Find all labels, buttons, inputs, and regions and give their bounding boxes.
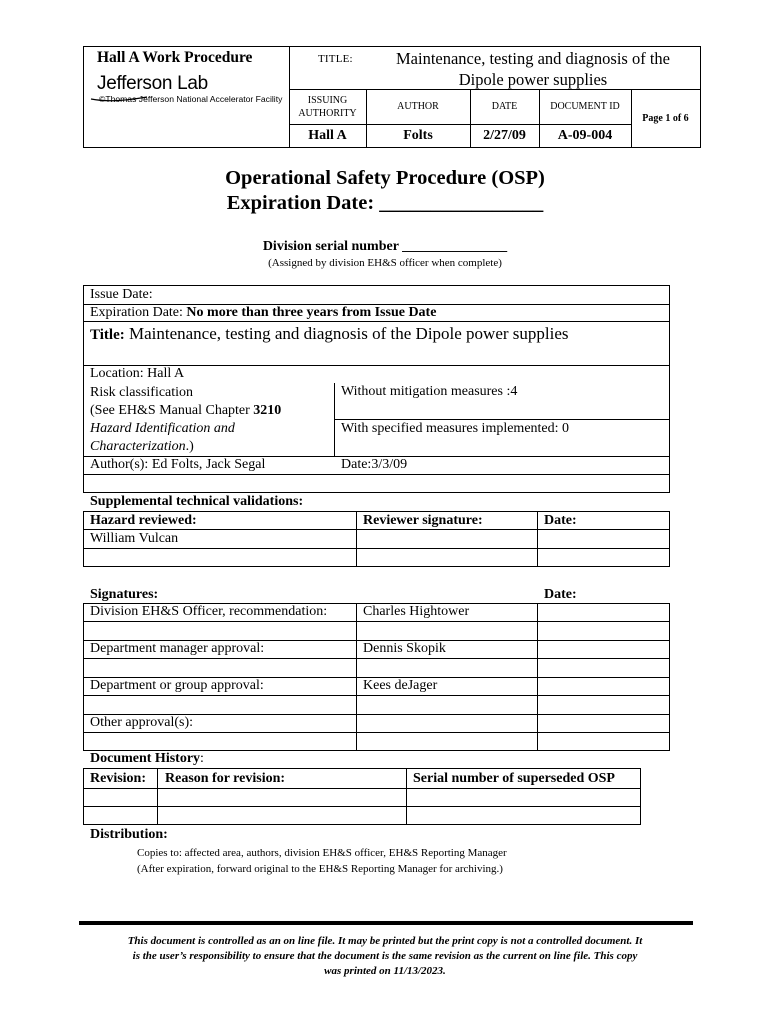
document-title: Maintenance, testing and diagnosis of the Dipole power supplies (395, 49, 670, 89)
signatures-heading: Signatures: (90, 587, 159, 602)
validations-heading: Supplemental technical validations: (90, 494, 304, 509)
signature-row-label: Division EH&S Officer, recommendation: (90, 604, 328, 619)
col-document-id: DOCUMENT ID (550, 101, 620, 112)
date-value: 2/27/09 (483, 128, 526, 143)
issue-date-label: Issue Date: (90, 287, 153, 302)
col-author: AUTHOR (397, 101, 439, 112)
expiration-date-row: Expiration Date: No more than three years from Issue Date (90, 305, 437, 320)
with-measures: With specified measures implemented: 0 (341, 421, 570, 436)
col-issuing-authority: ISSUING AUTHORITY (298, 95, 357, 119)
location: Location: Hall A (90, 366, 185, 381)
page-info: Page 1 of 6 (642, 113, 689, 124)
signature-row-label: Department or group approval: (90, 678, 264, 693)
table-row: William Vulcan (90, 531, 179, 546)
col-revision: Revision: (90, 771, 146, 786)
procedure-label: Hall A Work Procedure (97, 49, 253, 66)
col-reason: Reason for revision: (165, 771, 286, 786)
signature-row-label: Other approval(s): (90, 715, 194, 730)
footer-notice: This document is controlled as an on line file. It may be printed but the print copy is not a controlled document. It is the user’s responsibility to ensure that the document is the same revision as the current on line file. This copy was printed on 11/13/2023. (127, 935, 643, 977)
signature-row-name: Charles Hightower (363, 604, 470, 619)
issuing-value: Hall A (308, 128, 347, 143)
serial-note: (Assigned by division EH&S officer when complete) (268, 257, 502, 269)
division-serial-number: Division serial number _______________ (262, 239, 508, 254)
info-date: Date:3/3/09 (341, 457, 408, 472)
signature-row-label: Department manager approval: (90, 641, 265, 656)
distribution-heading: Distribution: (90, 827, 168, 842)
col-hazard-reviewed: Hazard reviewed: (90, 513, 197, 528)
footer-divider (79, 921, 693, 925)
jefferson-lab-logo (97, 73, 283, 104)
col-reviewer-signature: Reviewer signature: (363, 513, 483, 528)
history-heading: Document History: (90, 751, 204, 766)
authors: Author(s): Ed Folts, Jack Segal (90, 457, 266, 472)
signature-row-name: Dennis Skopik (363, 641, 446, 656)
logo-text: Jefferson Lab (97, 73, 208, 94)
expiration-date-value: No more than three years from Issue Date (186, 305, 437, 320)
title-label: TITLE: (318, 53, 353, 65)
expiration-heading: Expiration Date: ________________ (226, 192, 544, 214)
risk-classification: Risk classification (See EH&S Manual Chapter 3210 Hazard Identification and Characterization.) (90, 385, 282, 454)
author-value: Folts (403, 128, 433, 143)
title-row: Title: Maintenance, testing and diagnosis of the Dipole power supplies (90, 324, 569, 343)
document-id-value: A-09-004 (557, 128, 613, 143)
title-row-value: Maintenance, testing and diagnosis of the Dipole power supplies (124, 324, 569, 343)
col-date: DATE (491, 101, 518, 112)
signature-row-name: Kees deJager (363, 678, 438, 693)
osp-heading: Operational Safety Procedure (OSP) (225, 167, 545, 189)
without-mitigation: Without mitigation measures :4 (341, 384, 518, 399)
main-heading (0, 166, 770, 216)
signatures-date-label: Date: (544, 587, 577, 602)
copyright-icon: © (99, 94, 106, 104)
col-validation-date: Date: (544, 513, 577, 528)
distribution-text: Copies to: affected area, authors, division EH&S officer, EH&S Reporting Manager (After expiration, forward original to the EH&S Reporting Manager for archiving.) (137, 847, 507, 875)
col-superseded-serial: Serial number of superseded OSP (413, 771, 615, 786)
logo-subtitle: ©Thomas Jefferson National Accelerator Facility (99, 94, 283, 104)
